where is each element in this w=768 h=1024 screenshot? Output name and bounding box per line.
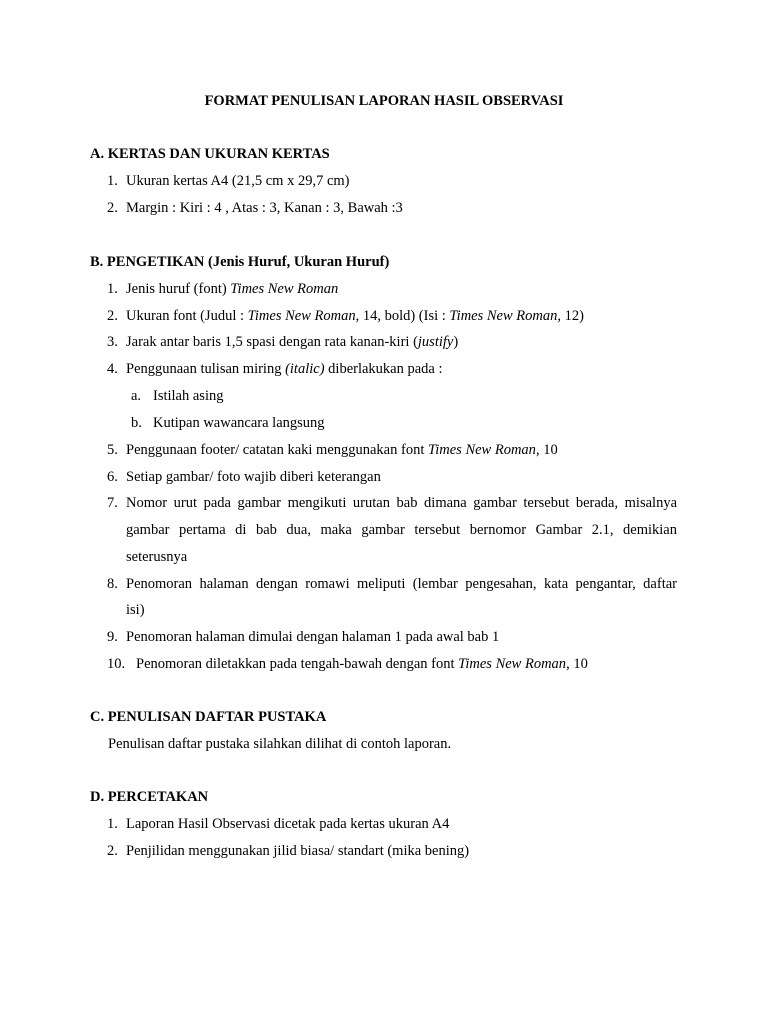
list-item-line: Penomoran halaman dengan romawi meliputi (lembar pengesahan, kata pengantar, daftar	[126, 576, 677, 592]
list-number: 1.	[107, 816, 118, 832]
section-d-heading: D. PERCETAKAN	[90, 789, 209, 805]
list-item: Setiap gambar/ foto wajib diberi keterangan	[126, 469, 381, 485]
page-title: FORMAT PENULISAN LAPORAN HASIL OBSERVASI	[204, 93, 564, 109]
list-number: 10.	[107, 656, 126, 672]
list-item-line: seterusnya	[126, 549, 188, 565]
list-number: 2.	[107, 200, 118, 216]
sublist-item: Kutipan wawancara langsung	[153, 415, 325, 431]
list-number: 1.	[107, 173, 118, 189]
list-number: 2.	[107, 308, 118, 324]
list-number: 8.	[107, 576, 118, 592]
list-number: 5.	[107, 442, 118, 458]
sublist-letter: a.	[131, 388, 142, 404]
list-item: Jarak antar baris 1,5 spasi dengan rata kanan-kiri (justify)	[126, 334, 459, 350]
list-item: Ukuran kertas A4 (21,5 cm x 29,7 cm)	[126, 173, 350, 189]
list-item: Jenis huruf (font) Times New Roman	[126, 281, 339, 297]
list-number: 4.	[107, 361, 118, 377]
list-item: Margin : Kiri : 4 , Atas : 3, Kanan : 3, Bawah :3	[126, 200, 403, 216]
list-item-line: isi)	[126, 602, 145, 618]
list-item: Penggunaan footer/ catatan kaki menggunakan font Times New Roman, 10	[126, 442, 558, 458]
section-c-text: Penulisan daftar pustaka silahkan dilihat di contoh laporan.	[108, 736, 452, 752]
list-item-line: gambar pertama di bab dua, maka gambar tersebut bernomor Gambar 2.1, demikian	[126, 522, 677, 538]
list-item: Penggunaan tulisan miring (italic) diberlakukan pada :	[126, 361, 443, 377]
list-number: 9.	[107, 629, 118, 645]
list-number: 1.	[107, 281, 118, 297]
section-c-heading: C. PENULISAN DAFTAR PUSTAKA	[90, 709, 327, 725]
sublist-letter: b.	[131, 415, 142, 431]
list-number: 3.	[107, 334, 118, 350]
list-number: 6.	[107, 469, 118, 485]
list-item: Laporan Hasil Observasi dicetak pada kertas ukuran A4	[126, 816, 450, 832]
section-b-heading: B. PENGETIKAN (Jenis Huruf, Ukuran Huruf)	[90, 254, 390, 270]
section-a-heading: A. KERTAS DAN UKURAN KERTAS	[90, 146, 330, 162]
list-item: Ukuran font (Judul : Times New Roman, 14, bold) (Isi : Times New Roman, 12)	[126, 308, 584, 324]
list-item: Penomoran diletakkan pada tengah-bawah dengan font Times New Roman, 10	[136, 656, 588, 672]
list-item: Penjilidan menggunakan jilid biasa/ standart (mika bening)	[126, 843, 470, 859]
list-item: Penomoran halaman dimulai dengan halaman 1 pada awal bab 1	[126, 629, 500, 645]
list-number: 2.	[107, 843, 118, 859]
list-number: 7.	[107, 495, 118, 511]
list-item-line: Nomor urut pada gambar mengikuti urutan bab dimana gambar tersebut berada, misalnya	[126, 495, 677, 511]
sublist-item: Istilah asing	[153, 388, 224, 404]
